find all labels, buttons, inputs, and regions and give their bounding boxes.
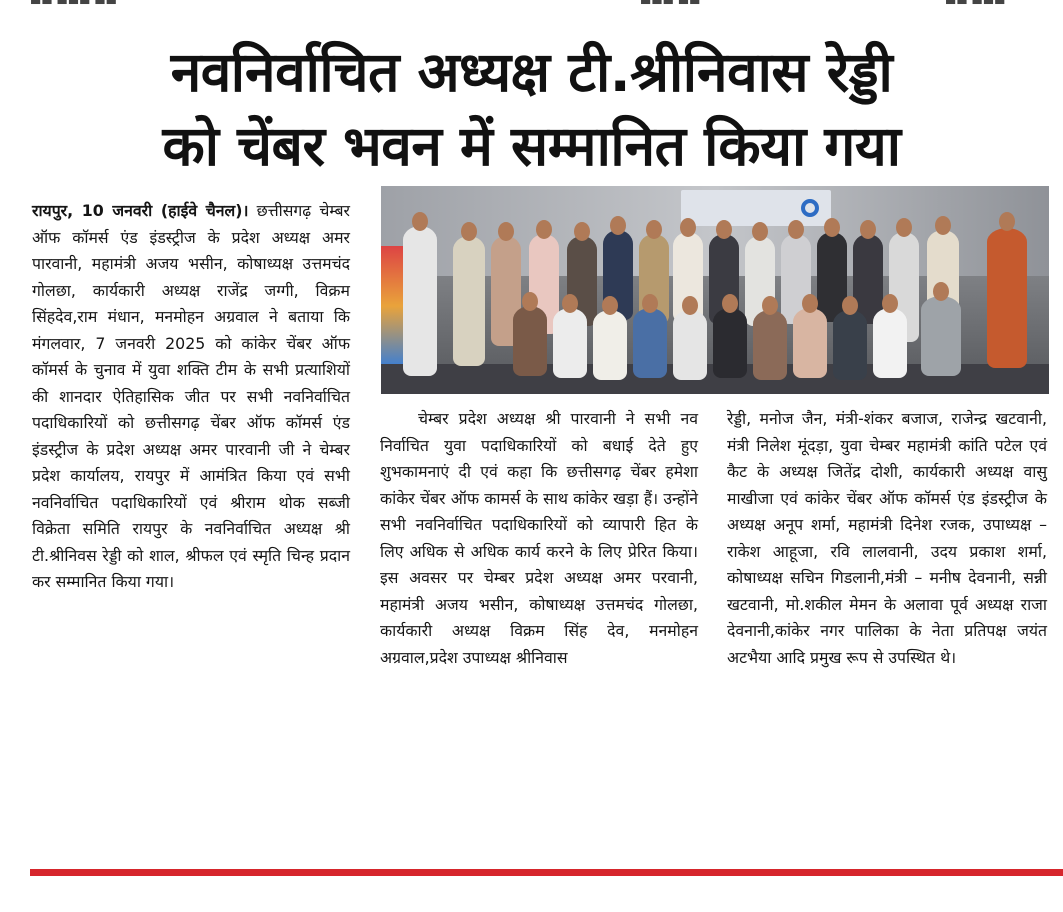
- article-column-1: [32, 198, 350, 596]
- group-photo: [381, 186, 1049, 394]
- column-2-text: चेम्बर प्रदेश अध्यक्ष श्री पारवानी ने सभी नव निर्वाचित युवा पदाधिकारियों को बधाई देते हुए शुभकामनाएं दी एवं कहा कि छत्तीसगढ़ चेंबर हमेशा कांकेर चेंबर ऑफ कामर्स के साथ कांकेर खड़ा हैं। उन्होंने सभी नवनिर्वाचित पदाधिकारियों को व्यापारी हित के लिए अधिक से अधिक कार्य करने के लिए प्रेरित किया। इस अवसर पर चेम्बर प्रदेश अध्यक्ष अमर परवानी, महामंत्री अजय भसीन, कोषाध्यक्ष उत्तमचंद गोलछा, कार्यकारी अध्यक्ष विक्रम सिंह देव, मनमोहन अग्रवाल,प्रदेश उपाध्यक्ष श्रीनिवास: [380, 409, 698, 667]
- headline-line-2: को चेंबर भवन में सम्मानित किया गया: [162, 114, 901, 178]
- dateline: रायपुर, 10 जनवरी (हाईवे चैनल)।: [32, 201, 249, 220]
- headline-line-1: नवनिर्वाचित अध्यक्ष टी.श्रीनिवास रेड्डी: [170, 40, 893, 104]
- column-3-text: रेड्डी, मनोज जैन, मंत्री-शंकर बजाज, राजेन्द्र खटवानी, मंत्री निलेश मूंदड़ा, युवा चेम्बर महामंत्री कांति पटेल एवं कैट के अध्यक्ष जितेंद्र दोशी, कार्यकारी अध्यक्ष वासु माखीजा एवं कांकेर चेंबर ऑफ कॉमर्स एंड इंडस्ट्रीज के अध्यक्ष अनूप शर्मा, महामंत्री दिनेश रजक, उपाध्यक्ष –राकेश आहूजा, रवि लालवानी, उदय प्रकाश शर्मा, कोषाध्यक्ष सचिन गिडलानी,मंत्री – मनीष देवनानी, सन्नी खटवानी, मो.शकील मेमन के अलावा पूर्व अध्यक्ष राजा देवनानी,कांकेर नगर पालिका के नेता प्रतिपक्ष जयंत अटभैया आदि प्रमुख रूप से उपस्थित थे।: [727, 409, 1047, 667]
- article-column-2: [380, 406, 698, 671]
- article-column-3: [727, 406, 1047, 671]
- cropped-previous-text: ▬▬ ▬▬▬ ▬▬ ▬▬▬ ▬▬ ▬▬ ▬▬▬: [30, 0, 1006, 8]
- column-1-text: छत्तीसगढ़ चेम्बर ऑफ कॉमर्स एंड इंडस्ट्रीज के प्रदेश अध्यक्ष अमर पारवानी, महामंत्री अजय भसीन, कोषाध्यक्ष उत्तमचंद गोलछा, कार्यकारी अध्यक्ष राजेंद्र जग्गी, विक्रम सिंहदेव,राम मंधान, मनमोहन अग्रवाल ने बताया कि मंगलवार, 7 जनवरी 2025 को कांकेर चेंबर ऑफ कॉमर्स के चुनाव में युवा शक्ति टीम के सभी प्रत्याशियों की शानदार ऐतिहासिक जीत पर सभी नवनिर्वाचित पदाधिकारियों को छत्तीसगढ़ चेंबर ऑफ कॉमर्स एंड इंडस्ट्रीज के प्रदेश अध्यक्ष अमर पारवानी जी ने चेम्बर प्रदेश कार्यालय, रायपुर में आमंत्रित किया एवं सभी नवनिर्वाचित पदाधिकारियों एवं श्रीराम थोक सब्जी विक्रेता समिति रायपुर के नवनिर्वाचित अध्यक्ष श्री टी.श्रीनिवस रेड्डी को शाल, श्रीफल एवं स्मृति चिन्ह प्रदान कर सम्मानित किया गया।: [32, 201, 350, 591]
- red-rule-divider: [30, 869, 1063, 876]
- event-banner-logo: [681, 190, 831, 226]
